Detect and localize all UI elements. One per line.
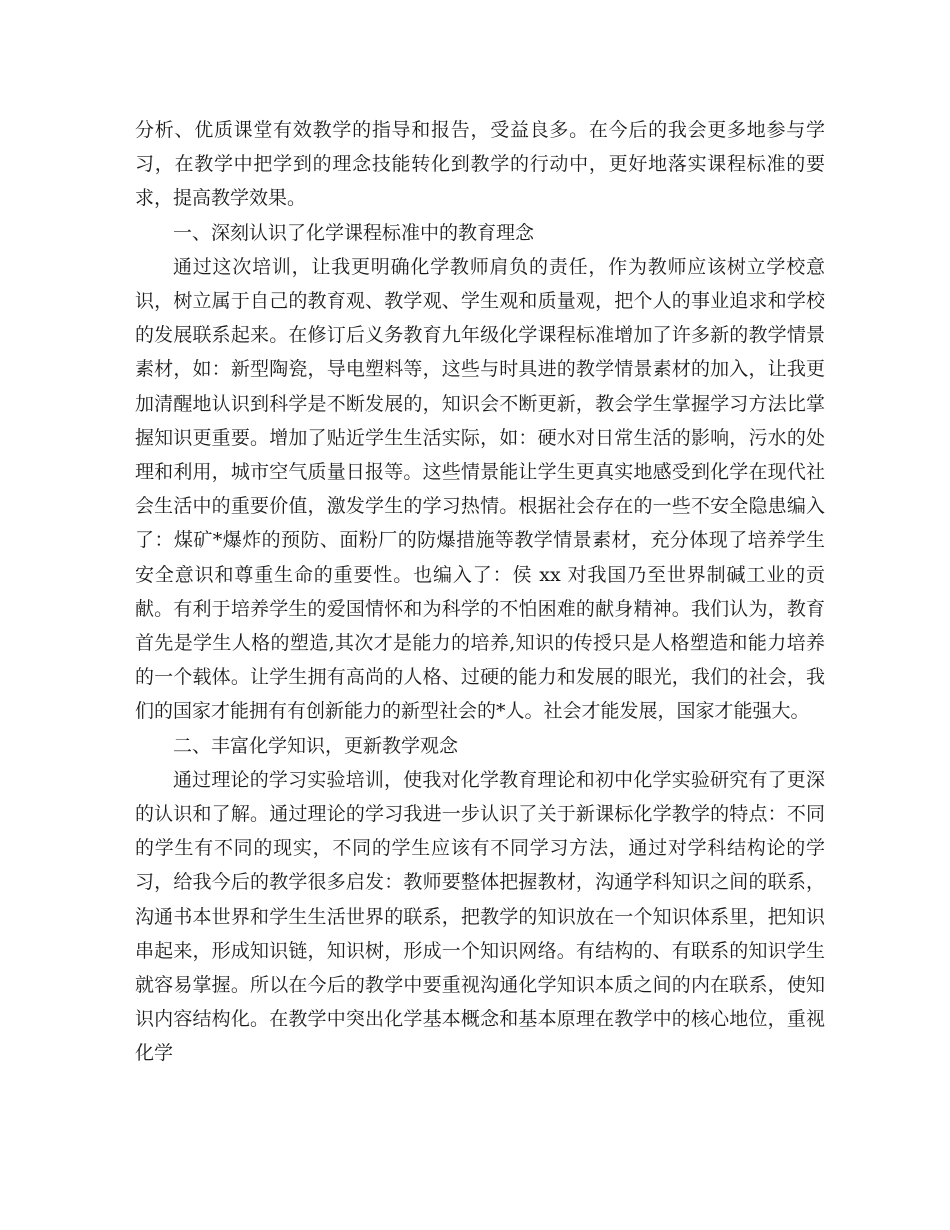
document-body (135, 113, 825, 1071)
paragraph-continuation: 分析、优质课堂有效教学的指导和报告，受益良多。在今后的我会更多地参与学习，在教学中把学到的理念技能转化到教学的行动中，更好地落实课程标准的要求，提高教学效果。 (135, 119, 825, 210)
paragraph-section-1: 通过这次培训，让我更明确化学教师肩负的责任，作为教师应该树立学校意识，树立属于自己的教育观、教学观、学生观和质量观，把个人的事业追求和学校的发展联系起来。在修订后义务教育九年级化学课程标准增加了许多新的教学情景素材，如：新型陶瓷，导电塑料等，这些与时具进的教学情景素材的加入，让我更加清醒地认识到科学是不断发展的，知识会不断更新，教会学生掌握学习方法比掌握知识更重要。增加了贴近学生生活实际，如：硬水对日常生活的影响，污水的处理和利用，城市空气质量日报等。这些情景能让学生更真实地感受到化学在现代社会生活中的重要价值，激发学生的学习热情。根据社会存在的一些不安全隐患编入了：煤矿*爆炸的预防、面粉厂的防爆措施等教学情景素材，充分体现了培养学生安全意识和尊重生命的重要性。也编入了：侯 xx 对我国乃至世界制碱工业的贡献。有利于培养学生的爱国情怀和为科学的不怕困难的献身精神。我们认为，教育首先是学生人格的塑造,其次才是能力的培养,知识的传授只是人格塑造和能力培养的一个载体。让学生拥有高尚的人格、过硬的能力和发展的眼光，我们的社会，我们的国家才能拥有有创新能力的新型社会的*人。社会才能发展，国家才能强大。 (135, 255, 825, 723)
paragraph-section-2: 通过理论的学习实验培训，使我对化学教育理论和初中化学实验研究有了更深的认识和了解。通过理论的学习我进一步认识了关于新课标化学教学的特点：不同的学生有不同的现实，不同的学生应该有不同学习方法，通过对学科结构论的学习，给我今后的教学很多启发：教师要整体把握教材，沟通学科知识之间的联系，沟通书本世界和学生生活世界的联系，把教学的知识放在一个知识体系里，把知识串起来，形成知识链，知识树，形成一个知识网络。有结构的、有联系的知识学生就容易掌握。所以在今后的教学中要重视沟通化学知识本质之间的内在联系，使知识内容结构化。在教学中突出化学基本概念和基本原理在教学中的核心地位，重视化学 (135, 768, 825, 1065)
section-heading-1: 一、深刻认识了化学课程标准中的教育理念 (173, 221, 535, 244)
section-heading-2: 二、丰富化学知识，更新教学观念 (173, 734, 459, 757)
